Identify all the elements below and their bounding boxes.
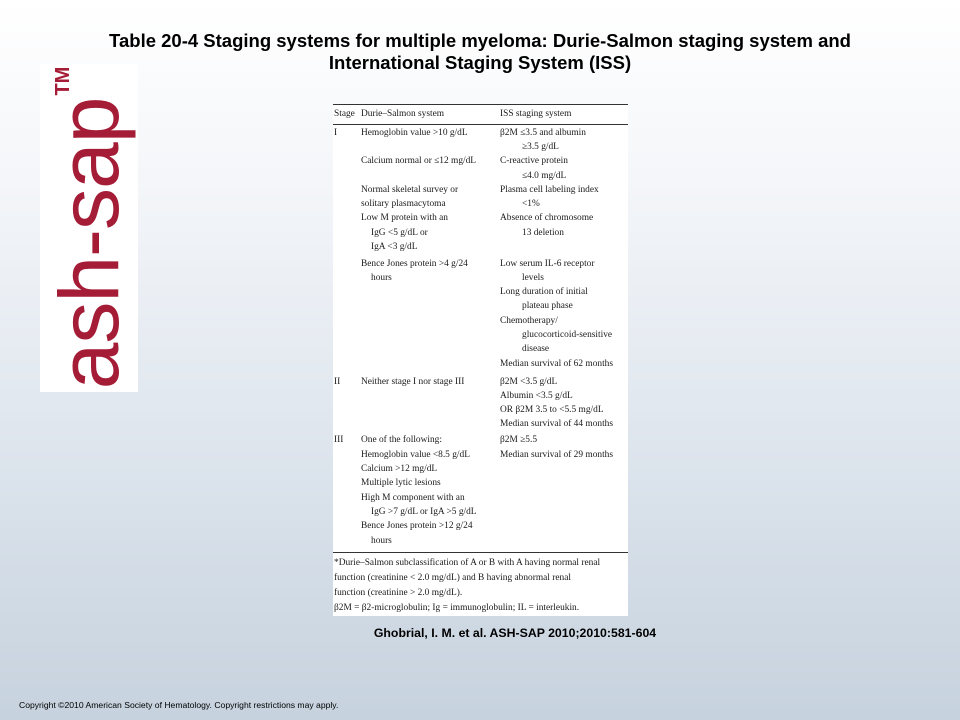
logo-text bbox=[40, 64, 138, 392]
stage-label: III bbox=[334, 435, 344, 445]
iss-line: Chemotherapy/ bbox=[500, 316, 558, 326]
slide-title bbox=[0, 30, 960, 74]
iss-line: β2M <3.5 g/dL bbox=[500, 377, 558, 387]
ds-line: Multiple lytic lesions bbox=[361, 478, 441, 488]
iss-line: ≤4.0 mg/dL bbox=[522, 171, 567, 181]
header-durie-salmon: Durie–Salmon system bbox=[361, 109, 445, 119]
ds-line: Low M protein with an bbox=[361, 213, 448, 223]
iss-line: β2M ≤3.5 and albumin bbox=[500, 128, 586, 138]
ds-line: Calcium >12 mg/dL bbox=[361, 464, 438, 474]
ds-line: hours bbox=[371, 536, 392, 546]
iss-line: Albumin <3.5 g/dL bbox=[500, 391, 573, 401]
ds-line: Calcium normal or ≤12 mg/dL bbox=[361, 156, 477, 166]
ds-line: High M component with an bbox=[361, 493, 465, 503]
iss-line: disease bbox=[522, 344, 550, 354]
iss-line: β2M ≥5.5 bbox=[500, 435, 538, 445]
footnote-line: function (creatinine > 2.0 mg/dL). bbox=[334, 588, 463, 598]
citation: Ghobrial, I. M. et al. ASH-SAP 2010;2010:581-604 bbox=[373, 626, 657, 640]
stage-label: I bbox=[334, 128, 338, 138]
staging-table bbox=[333, 104, 628, 616]
title-line-1: Table 20-4 Staging systems for multiple myeloma: Durie-Salmon staging system and bbox=[109, 30, 851, 51]
header-rule bbox=[333, 124, 628, 125]
iss-line: plateau phase bbox=[522, 301, 573, 311]
iss-line: Long duration of initial bbox=[500, 287, 588, 297]
ds-line: Bence Jones protein >12 g/24 bbox=[361, 521, 473, 531]
logo-trademark: TM bbox=[52, 66, 74, 96]
iss-line: levels bbox=[522, 273, 544, 283]
iss-line: Median survival of 29 months bbox=[500, 450, 614, 460]
iss-line: ≥3.5 g/dL bbox=[522, 142, 559, 152]
header-stage: Stage bbox=[334, 109, 355, 119]
iss-line: Median survival of 62 months bbox=[500, 359, 614, 369]
ds-line: Bence Jones protein >4 g/24 bbox=[361, 259, 468, 269]
ds-line: IgG >7 g/dL or IgA >5 g/dL bbox=[371, 507, 477, 517]
iss-line: OR β2M 3.5 to <5.5 mg/dL bbox=[500, 405, 604, 415]
footnote-line: β2M = β2-microglobulin; Ig = immunoglobulin; IL = interleukin. bbox=[334, 603, 580, 613]
table-top-rule bbox=[333, 104, 628, 105]
iss-line: Plasma cell labeling index bbox=[500, 185, 599, 195]
ds-line: Neither stage I nor stage III bbox=[361, 377, 465, 387]
footnote-line: function (creatinine < 2.0 mg/dL) and B having abnormal renal bbox=[334, 573, 571, 583]
ds-line: hours bbox=[371, 273, 392, 283]
iss-line: Absence of chromosome bbox=[500, 213, 594, 223]
header-iss: ISS staging system bbox=[500, 109, 572, 119]
iss-line: <1% bbox=[522, 199, 540, 209]
footnote-line: *Durie–Salmon subclassification of A or B with A having normal renal bbox=[334, 558, 601, 568]
ash-sap-logo bbox=[40, 64, 138, 392]
stage-label: II bbox=[334, 377, 341, 387]
ds-line: One of the following: bbox=[361, 435, 442, 445]
iss-line: glucocorticoid-sensitive bbox=[522, 330, 613, 340]
title-line-2: International Staging System (ISS) bbox=[328, 52, 632, 73]
footnote-rule bbox=[333, 552, 628, 553]
ds-line: IgG <5 g/dL or bbox=[371, 228, 428, 238]
logo-wordmark: ash-sap bbox=[42, 97, 136, 390]
ds-line: Hemoglobin value >10 g/dL bbox=[361, 128, 468, 138]
ds-line: Hemoglobin value <8.5 g/dL bbox=[361, 450, 470, 460]
copyright-notice: Copyright ©2010 American Society of Hematology. Copyright restrictions may apply. bbox=[19, 700, 339, 710]
ds-line: solitary plasmacytoma bbox=[361, 199, 446, 209]
iss-line: Low serum IL-6 receptor bbox=[500, 259, 595, 269]
iss-line: C-reactive protein bbox=[500, 156, 568, 166]
iss-line: Median survival of 44 months bbox=[500, 419, 614, 429]
iss-line: 13 deletion bbox=[522, 228, 564, 238]
ds-line: IgA <3 g/dL bbox=[371, 242, 418, 252]
ds-line: Normal skeletal survey or bbox=[361, 185, 459, 195]
